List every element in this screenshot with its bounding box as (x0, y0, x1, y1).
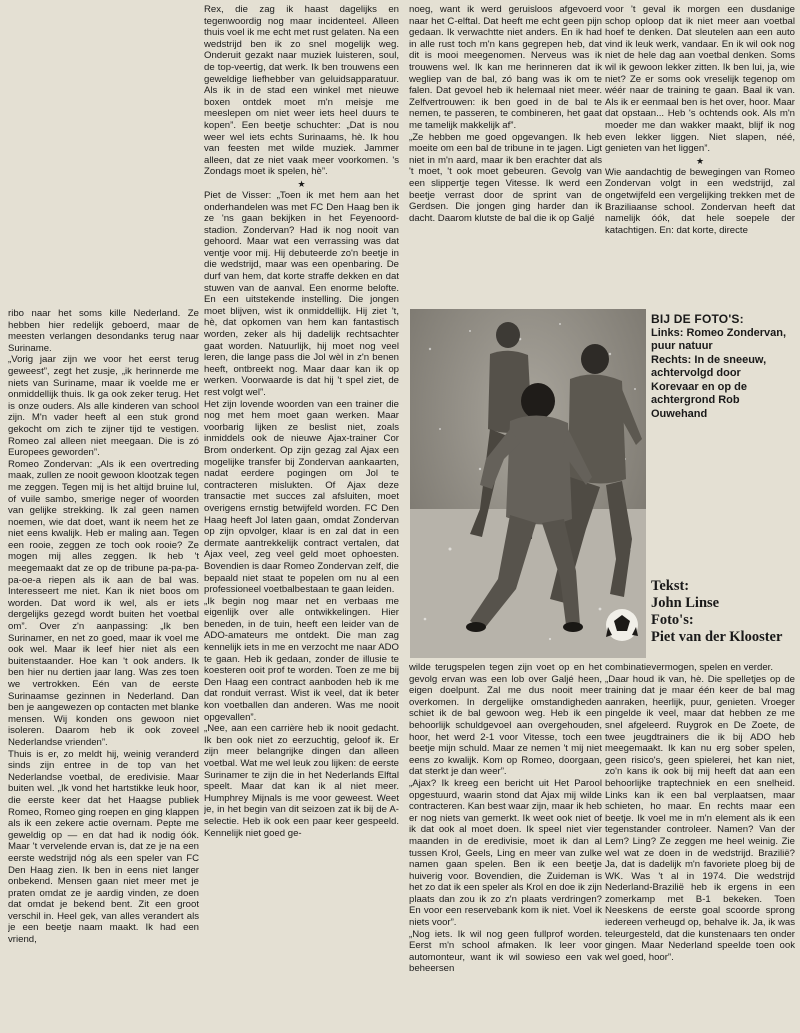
text-credit-label: Tekst: (651, 578, 690, 594)
paragraph: combinatievermogen, spelen en verder. (605, 662, 773, 673)
article-column-3-bottom (409, 662, 602, 1030)
photo-credit-label: Foto's: (651, 612, 694, 628)
section-star-divider: ★ (695, 155, 705, 166)
paragraph: Piet de Visser: „Toen ik met hem aan het onderhandelen was met FC Den Haag ben ik ze 'ns gaan bekijken in het Feyenoord-stadion. Zondervan? Had ik nog nooit van gehoord. Maar wat een verrassing was dat ventje voor mij. Hij debuteerde zo'n beetje in die wedstrijd, maar was een openbaring. De durf van hem, dat korte straffe dekken en dat stuwen van de aanval. Een enorme belofte. En een uitstekende instelling. Die jongen moet blijven, wist ik onmiddellijk. Hij ziet 't, hè, dat opkomen van hem kan fantastisch worden, zeker als hij dadelijk rechtsachter gaat worden. Natuurlijk, hij moet nog veel leren, die lange pass die Jol wèl in z'n benen heeft, ontbreekt nog. Maar daar kan ik op werken. Voorwaarde is dat hij 't spel ziet, de rest volgt wel”. (204, 189, 399, 398)
section-star-divider: ★ (297, 178, 306, 189)
paragraph: „Ik begin nog maar net en verbaas me eigenlijk over alle ontwikkelingen. Hier beneden, in de tuin, heeft een leider van de ADO-amateurs me ontdekt. Die man zag kennelijk iets in me en verzocht me naar ADO te gaan. Heb ik gedaan, zonder de illusie te koesteren ooit prof te worden. Toen ze me bij Den Haag een contract aanboden heb ik me dat ronduit verrast. Wist ik veel, dat ik beter kon voetballen dan anderen. Was me nooit opgevallen”. (204, 595, 399, 723)
paragraph: voor 't geval ik morgen een dusdanige schop oploop dat ik niet meer aan voetbal hoef te denken. Dat sleutelen aan een auto vind ik leuk werk, vandaar. En ik wil ook nog niet de hele dag aan voetbal denken. Soms wil ik gewoon lekker zitten. Ik ben lui, ja, wie niet? Ze er soms ook vreselijk tegenop om wéér naar de training te gaan. Baal ik van. Als ik er eenmaal ben is het over, hoor. Maar dat opstaan... Heb 's ochtends ook. Als m'n moeder me dan wakker maakt, blijf ik nog even lekker liggen. Niet slapen, néé, genieten van het liggen”. (605, 4, 795, 155)
paragraph: „Ajax? Ik kreeg een bericht uit Het Parool opgestuurd, waarin stond dat Ajax mij wilde contracteren. Kan best waar zijn, maar ik heb er nog niets van gemerkt. Ik weet ook niet of ik dat ook al moet doen. Ik speel niet vier maanden in de eredivisie, moet ik dan al tussen Krol, Geels, Ling en meer van zulke namen gaan spelen. Ben ik een beetje huiverig voor. Bovendien, die Zuideman is het zo dat ik een speler als Krol en doe ik zijn plaats dan zou ik zo z'n plaats verdringen? En voor een reservebank kom ik niet. Voel ik niets voor”. (409, 777, 602, 929)
caption-title: BIJ DE FOTO'S: (651, 312, 744, 326)
article-credits (651, 578, 791, 646)
paragraph: „Ze hebben me goed opgevangen. Ik heb moeite om een bal de tribune in te jagen. Ligt niet in m'n aard, maar ik ben erachter dat als 't moet, 't ook moet gebeuren. Gevolg van een slippertje tegen Vitesse. Ik werd een beetje verrast door de sprint van de Gerdsen. Die jongen ging harder dan ik dacht. Daarom klutste de bal die ik op Galjé (409, 131, 602, 224)
article-column-4-top (605, 4, 795, 304)
article-column-2 (204, 4, 399, 1030)
caption-left: Links: Romeo Zondervan, puur natuur (651, 326, 787, 352)
paragraph: „Daar houd ik van, hè. Die spelletjes op de training dat je maar één keer de bal mag aanraken, heerlijk, puur, genieten. Vroeger pingelde ik veel, maar dat hebben ze me snel afgeleerd. Ruygrok en De Zoete, de twee jeugdtrainers die ik bij ADO heb meegemaakt. Ik kan nu erg sober spelen, geen risico's, geen spielerei, het kan niet, zo'n kans ik ook bij mij heeft dat aan een behoorlijke traptechniek en een snelheid. Links kan ik een bal verplaatsen, maar schieten, ho maar. En rechts maar een beetje. Ik voel me in m'n element als ik een tegenstander controleer. Namen? Van der Lem? Ling? Ze zeggen me heel weinig. Zie wel wat ze doen in de wedstrijd. Brazilië? Ja, dat is dadelijk m'n favoriete ploeg bij de WK. Was 't al in 1974. Die wedstrijd Nederland-Brazilië heb ik ergens in een zomerkamp met B-1 bekeken. Toen Neeskens de eerste goal scoorde sprong iedereen verheugd op, behalve ik. Ja, ik was teleurgesteld, dat die kunstenaars ten onder gingen. Maar Nederland speelde toen ook wel goed, hoor”. (605, 673, 795, 963)
paragraph: „Vorig jaar zijn we voor het eerst terug geweest”, zegt het zusje, „ik herinnerde me niets van Suriname, maar ik voelde me er onmiddellijk thuis. Ik ga ook zeker terug. Het is onze ouders. Als alle kinderen van school zijn. M'n vader heeft al een stuk grond gekocht om zich te zijner tijd te vestigen. Romeo zal alleen niet meegaan. Die is zó Europees geworden”. (8, 354, 199, 459)
photo-credit-name: Piet van der Klooster (651, 629, 783, 645)
paragraph: wilde terugspelen tegen zijn voet op en het gevolg ervan was een lob over Galjé heen, eigen doelpunt. Zal me dus nooit meer overkomen. In dergelijke omstandigheden schiet ik de bal gewoon weg. Heb ik een behoorlijk schuldgevoel aan overgehouden, hoor, het werd 2-1 voor Vitesse, toch een beetje mijn schuld. Maar ze nemen 't mij niet eens zo kwalijk. Kom op Romeo, doorgaan, dat sterkt je dan weer”. (409, 662, 602, 778)
snow-football-photo-image (410, 309, 646, 658)
caption-right: Rechts: In de sneeuw, achtervolgd door Korevaar en op de achtergrond Rob Ouwehand (651, 353, 767, 420)
paragraph: Thuis is er, zo meldt hij, weinig veranderd sinds zijn entree in de top van het Nederlandse voetbal, de eredivisie. Maar buiten wel. „Ik vond het hartstikke leuk hoor, die eerste keer dat het Haagse publiek Romeo, Romeo ging roepen en ging klappen als ik een zekere actie overnam. Pepte me geweldig op — en dat had ik nodig óók. Maar 't vervelende ervan is, dat ze je na een eerste wedstrijd nóg als een speler van FC Den Haag zien. Ik ben in eens niet langer onbekend. Mensen gaan niet meer met je praten omdat ze je aardig vinden, ze doen dat omdat je bekend bent. Zit een groot verschil in. Heel gek, van alles verandert als je een beetje naam maakt. Ik had een vriend, (8, 748, 199, 946)
text-credit-name: John Linse (651, 595, 720, 611)
football-photo (410, 309, 646, 658)
paragraph: „Nog iets. Ik wil nog geen fullprof worden. Eerst m'n school afmaken. Ik leer voor automonteur, want ik wil sowieso een vak beheersen (409, 928, 602, 975)
paragraph: noeg, want ik werd geruisloos afgevoerd naar het C-elftal. Dat heeft me echt geen pijn gedaan. Ik verwachtte niet anders. En ik had in alle rust toch m'n kans gegrepen heb, dat dit is mooi meegenomen. Nerveus was ik trouwens wel. Ik kan me herinneren dat ik wegliep van de bal, zó bang was ik om te falen. Dat gevoel heb ik helemaal niet meer. Zelfvertrouwen: ik ben goed in de bal te nemen, te passeren, te combineren, het gaat me tamelijk makkelijk af”. (409, 4, 602, 131)
article-column-4-bottom (605, 662, 795, 1030)
paragraph: Rex, die zag ik haast dagelijks en tegenwoordig nog maar incidenteel. Alleen thuis voel ik me echt met rust gelaten. Na een wedstrijd ben ik zo snel mogelijk weg. Onderuit gezakt naar muziek luisteren, soul, de top-veertig, dat werk. Ik ben trouwens een geweldige liefhebber van geluidsapparatuur. Als ik in de stad een winkel met nieuwe boxen ontdek moet m'n meisje me meeslepen om niet weer iets heel duurs te kopen”. Een beetje schuchter: „Dat is nou weer wel iets echts Surinaams, hè. Ik hou van feesten met wilde muziek. Jammer alleen, dat ze niet vaak meer voorkomen. 's Zondags moet ik spelen, hè”. (204, 4, 399, 178)
paragraph: Wie aandachtig de bewegingen van Romeo Zondervan volgt in een wedstrijd, zal ongetwijfeld een vergelijking trekken met de Braziliaanse school. Zondervan heeft dat namelijk óók, dat hele soepele der katachtigen. En: dat korte, directe (605, 166, 795, 236)
article-column-1 (8, 308, 199, 1030)
article-column-3-top (409, 4, 602, 304)
paragraph: Romeo Zondervan: „Als ik een overtreding maak, zullen ze nooit gewoon klootzak tegen me zeggen. Tegen mij is het altijd bruine lul, of vuile sambo, smerige neger of woorden van gelijke strekking. Ik zal geen namen noemen, wie dat doet, want ik neem het ze niet eens kwalijk. Heb er maling aan. Tegen een rooie, zeggen ze toch ook rooie? Ze mogen mij alles zeggen. Ik heb 't meegemaakt dat ze op de tribune pa-pa-pa-pa-oe-a riepen als ik aan de bal was. Interesseert me niet. Kan ik niet boos om worden. Dat word ik wel, als er iets dergelijks gezegd wordt buiten het voetbal om”. Over z'n aanpassing: „Ik ben Surinamer, en net zo goed, maar ik voel me ook wel. Maar ik leef hier niet als een buitenstaander. Hoe kan 't ook anders. Ik ben hier nu dertien jaar lang. Was zes toen we vertrokken. Eén van de eerste Surinaamse gezinnen in Nederland. Dan ben je aangewezen op contacten met blanke mensen. Wij konden ons gewoon niet isoleren. Daarom heb ik ook zoveel Nederlandse vrienden”. (8, 458, 199, 748)
photo-caption (651, 313, 791, 421)
paragraph: ribo naar het soms kille Nederland. Ze hebben hier redelijk geboerd, maar de meesten verlangen desondanks terug naar Suriname. (8, 308, 199, 354)
paragraph: Het zijn lovende woorden van een trainer die nog met hem moet gaan werken. Maar voorbarig lijken ze beslist niet, zoals inmiddels ook de nieuwe Ajax-trainer Cor Brom onderkent. Op zijn gezag zal Ajax een mogelijke transfer bij Zondervan aankaarten, nadat eerdere pogingen om Jol te contracteren mislukten. Of Ajax deze transactie met succes zal afsluiten, moet overigens ernstig betwijfeld worden. FC Den Haag heeft Jol laten gaan, omdat Zondervan op zijn opvolger, klaar is en zal dat in een dermate aantrekkelijk contract vertalen, dat Ajax veel, zeg veel geld moet ophoesten. Bovendien is daar Romeo Zondervan zelf, die bepaald niet staat te popelen om nu al een professioneel voetbalbestaan te gaan leiden. (204, 398, 399, 596)
paragraph: „Nee, aan een carrière heb ik nooit gedacht. Ik ben ook niet zo eerzuchtig, geloof ik. Er zijn meer belangrijke dingen dan alleen voetbal. Wat me wel leuk zou lijken: de eerste Surinamer te zijn die in het Nederlands Elftal speelt. Maar dat kan ik al niet meer. Humphrey Mijnals is me voor geweest. Weet je, in het begin van dit seizoen zat ik bij de A-selectie. Heb ik ook een paar keer gespeeld. Kennelijk niet goed ge- (204, 723, 399, 839)
